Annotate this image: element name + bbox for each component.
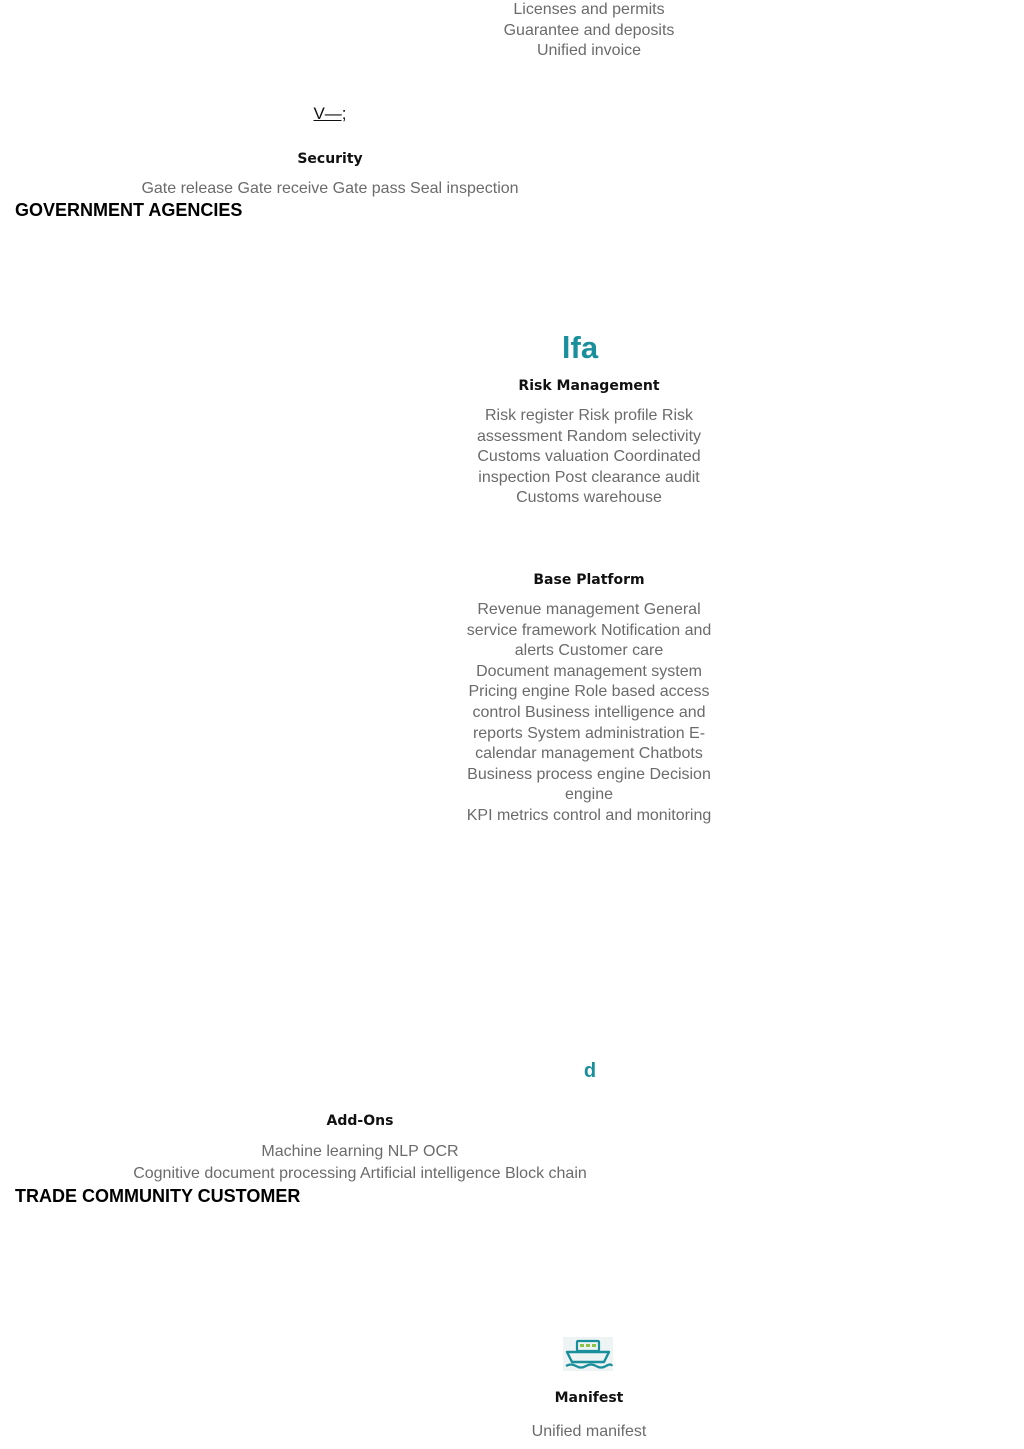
base-line: alerts Customer care [514,642,664,660]
addons-icon: d [583,1060,597,1082]
ship-icon [563,1337,613,1371]
top-list-item: Unified invoice [536,42,642,60]
base-line: Document management system [476,662,702,680]
base-line: control Business intelligence and [472,703,706,721]
risk-line: Risk register Risk profile Risk [484,407,694,424]
risk-line: Customs valuation Coordinated [477,448,701,466]
addons-line-1: Machine learning NLP OCR [261,1143,459,1160]
top-list-item: Guarantee and deposits [503,21,675,39]
addons-title: Add-Ons [326,1113,394,1129]
addons-line-2: Cognitive document processing Artificial intelligence Block chain [133,1165,587,1182]
risk-line: inspection Post clearance audit [478,468,700,486]
top-list-item: Licenses and permits [513,1,665,18]
base-line: Revenue management General [477,601,701,618]
base-platform-title: Base Platform [533,572,645,588]
manifest-items: Unified manifest [531,1423,647,1440]
base-line: reports System administration E- [472,724,706,742]
risk-management-items [439,406,739,509]
manifest-title: Manifest [554,1390,624,1406]
security-items: Gate release Gate receive Gate pass Seal inspection [141,180,519,197]
risk-management-icon: lfa [561,330,599,365]
risk-line: assessment Random selectivity [476,427,702,445]
section-trade-community-customer: TRADE COMMUNITY CUSTOMER [15,1186,301,1206]
risk-line: Customs warehouse [516,489,662,507]
base-line: engine [564,786,614,804]
base-line: KPI metrics control and monitoring [466,806,712,824]
top-list [439,0,739,62]
base-line: service framework Notification and [466,621,712,639]
base-line: Business process engine Decision [467,765,711,783]
base-line: calendar management Chatbots [475,745,703,763]
base-line: Pricing engine Role based access [468,683,710,701]
security-title: Security [297,151,363,167]
base-platform-items [439,600,739,827]
security-glyph: V—; [313,104,347,123]
risk-management-title: Risk Management [518,378,660,394]
section-government-agencies: GOVERNMENT AGENCIES [15,200,243,220]
